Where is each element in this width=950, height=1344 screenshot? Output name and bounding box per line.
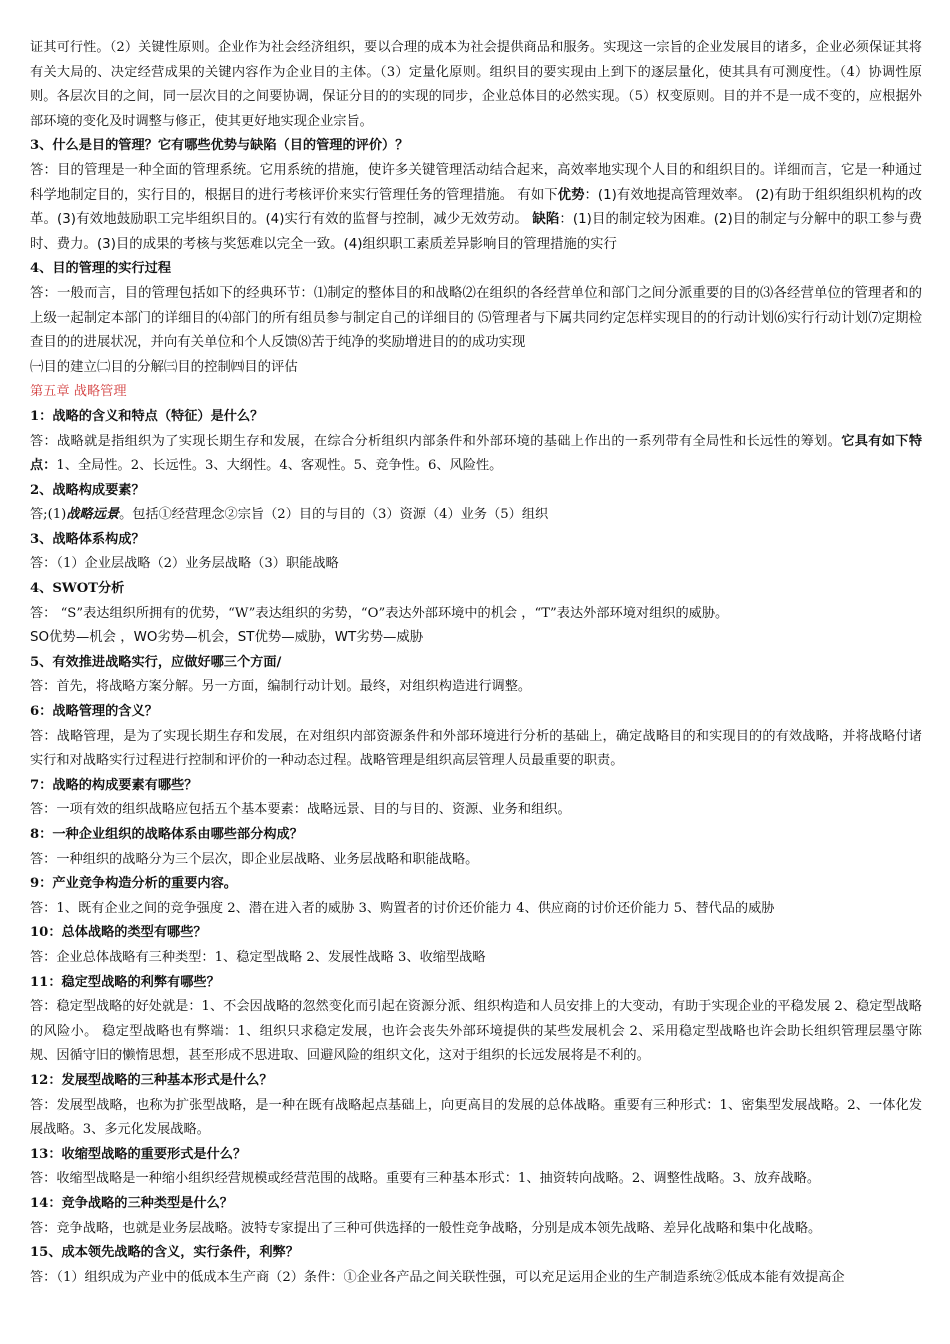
answer-text: ：(1)有效地提高管理效率。 (2)有助于组织组织机构的改革。(3)有效地鼓励职工完毕组织目的。(4)实行有效的监督与控制，减少无效劳动。 xyxy=(30,187,922,228)
question-title: 5、有效推进战略实行，应做好哪三个方面/ xyxy=(30,654,282,670)
question-title: 4、SWOT分析 xyxy=(30,581,125,597)
question-4-stages: ㈠目的建立㈡目的分解㈢目的控制㈣目的评估 xyxy=(30,359,298,375)
question-answer xyxy=(30,503,922,528)
question-3-answer xyxy=(30,159,922,257)
question-title: 9：产业竞争构造分析的重要内容。 xyxy=(30,876,237,892)
question-answer: 答：（1）企业层战略（2）业务层战略（3）职能战略 xyxy=(30,556,339,572)
question-title: 11：稳定型战略的利弊有哪些？ xyxy=(30,974,220,990)
question-answer: 答：首先，将战略方案分解。另一方面，编制行动计划。最终，对组织构造进行调整。 xyxy=(30,679,532,695)
question-4-title: 4、目的管理的实行过程 xyxy=(30,261,172,277)
question-title: 6：战略管理的含义？ xyxy=(30,704,158,720)
question-answer: 答：竞争战略，也就是业务层战略。波特专家提出了三种可供选择的一般性竞争战略，分别是成本领先战略、差异化战略和集中化战略。 xyxy=(30,1220,822,1236)
answer-text: ：(1)目的制定较为困难。(2)目的制定与分解中的职工参与费时、费力。(3)目的成果的考核与奖惩难以完全一致。(4)组织职工素质差异影响目的管理措施的实行 xyxy=(30,212,922,252)
question-title: 2、战略构成要素？ xyxy=(30,482,145,498)
chapter-heading: 第五章 战略管理 xyxy=(30,384,127,400)
question-title: 3、战略体系构成？ xyxy=(30,531,145,547)
question-title: 13：收缩型战略的重要形式是什么？ xyxy=(30,1146,247,1162)
answer-text: 答：战略就是指组织为了实现长期生存和发展，在综合分析组织内部条件和外部环境的基础上作出的一系列带有全局性和长远性的筹划。 xyxy=(30,433,842,449)
question-answer: 答：企业总体战略有三种类型：1、稳定型战略 2、发展性战略 3、收缩型战略 xyxy=(30,949,486,965)
question-answer: 答：稳定型战略的好处就是：1、不会因战略的忽然变化而引起在资源分派、组织构造和人员安排上的大变动，有助于实现企业的平稳发展 2、稳定型战略的风险小。 稳定型战略也有弊端：1、组织只求稳定发展，也许会丧失外部环境提供的某些发展机会 2、采用稳定型战略也许会助长组织管理层墨守陈规、因循守旧的懒惰思想，甚至形成不思进取、回避风险的组织文化，这对于组织的长远发展将是不利的。 xyxy=(30,999,922,1064)
intro-paragraph: 证其可行性。（2）关键性原则。企业作为社会经济组织，要以合理的成本为社会提供商品和服务。实现这一宗旨的企业发展目的诸多，企业必须保证其将有关大局的、决定经营成果的关键内容作为企业目的主体。（3）定量化原则。组织目的要实现由上到下的逐层量化，使其具有可测度性。（4）协调性原则。各层次目的之间，同一层次目的之间要协调，保证分目的的实现的同步，企业总体目的必然实现。（5）权变原则。目的并不是一成不变的，应根据外部环境的变化及时调整与修正，使其更好地实现企业宗旨。 xyxy=(30,40,922,129)
question-answer: 答：1、既有企业之间的竞争强度 2、潜在进入者的威胁 3、购置者的讨价还价能力 4、供应商的讨价还价能力 5、替代品的威胁 xyxy=(30,900,775,916)
advantage-label: 优势 xyxy=(557,187,585,203)
question-title: 15、成本领先战略的含义，实行条件，利弊？ xyxy=(30,1245,299,1261)
answer-emphasis: 战略远景 xyxy=(66,507,120,523)
question-answer: 答：（1）组织成为产业中的低成本生产商（2）条件：①企业各产品之间关联性强，可以充足运用企业的生产制造系统②低成本能有效提高企 xyxy=(30,1269,845,1285)
swot-combinations: SO优势—机会 ，WO劣势—机会，ST优势—威胁，WT劣势—威胁 xyxy=(30,630,424,646)
answer-text: 1、全局性。2、长远性。3、大纲性。4、客观性。5、竞争性。6、风险性。 xyxy=(56,458,503,474)
question-title: 12：发展型战略的三种基本形式是什么？ xyxy=(30,1072,273,1088)
question-answer: 答：收缩型战略是一种缩小组织经营规模或经营范围的战略。重要有三种基本形式：1、抽资转向战略。2、调整性战略。3、放弃战略。 xyxy=(30,1171,821,1187)
answer-text: 答;(1) xyxy=(30,507,67,523)
answer-text: 。包括①经营理念②宗旨（2）目的与目的（3）资源（4）业务（5）组织 xyxy=(119,507,549,523)
disadvantage-label: 缺陷 xyxy=(532,212,560,228)
answer-emphasis: 它具有如下特点： xyxy=(30,433,923,474)
question-4-answer: 答：一般而言，目的管理包括如下的经典环节：⑴制定的整体目的和战略⑵在组织的各经营单位和部门之间分派重要的目的⑶各经营单位的管理者和的上级一起制定本部门的详细目的⑷部门的所有组员参与制定自己的详细目的 ⑸管理者与下属共同约定怎样实现目的的行动计划⑹实行行动计划⑺定期检查目的的进展状况，并向有关单位和个人反馈⑻苦于纯净的奖励增进目的的成功实现 xyxy=(30,285,922,351)
answer-text: 答：目的管理是一种全面的管理系统。它用系统的措施，使许多关键管理活动结合起来，高效率地实现个人目的和组织目的。详细而言，它是一种通过科学地制定目的，实行目的，根据目的进行考核评价来实行管理任务的管理措施。 有如下 xyxy=(30,162,922,203)
question-title: 10：总体战略的类型有哪些？ xyxy=(30,925,207,941)
document-page xyxy=(30,36,922,1290)
question-3-title: 3、什么是目的管理？它有哪些优势与缺陷（目的管理的评价）？ xyxy=(30,138,409,154)
question-answer: 答： “S”表达组织所拥有的优势，“W”表达组织的劣势，“O”表达外部环境中的机会 ，“T”表达外部环境对组织的威胁。 xyxy=(30,605,729,621)
question-answer: 答：战略管理，是为了实现长期生存和发展，在对组织内部资源条件和外部环境进行分析的基础上，确定战略目的和实现目的的有效战略，并将战略付诸实行和对战略实行过程进行控制和评价的一种动态过程。战略管理是组织高层管理人员最重要的职责。 xyxy=(30,728,922,769)
question-title: 1：战略的含义和特点（特征）是什么？ xyxy=(30,408,264,424)
question-title: 14：竞争战略的三种类型是什么？ xyxy=(30,1195,233,1211)
question-answer: 答：发展型战略，也称为扩张型战略，是一种在既有战略起点基础上，向更高目的发展的总体战略。重要有三种形式：1、密集型发展战略。2、一体化发展战略。3、多元化发展战略。 xyxy=(30,1097,922,1138)
question-answer: 答：一种组织的战略分为三个层次，即企业层战略、业务层战略和职能战略。 xyxy=(30,851,479,867)
question-answer: 答：一项有效的组织战略应包括五个基本要素：战略远景、目的与目的、资源、业务和组织。 xyxy=(30,802,571,818)
question-title: 8：一种企业组织的战略体系由哪些部分构成？ xyxy=(30,827,303,842)
question-title: 7：战略的构成要素有哪些？ xyxy=(30,777,198,793)
question-answer xyxy=(30,430,922,479)
